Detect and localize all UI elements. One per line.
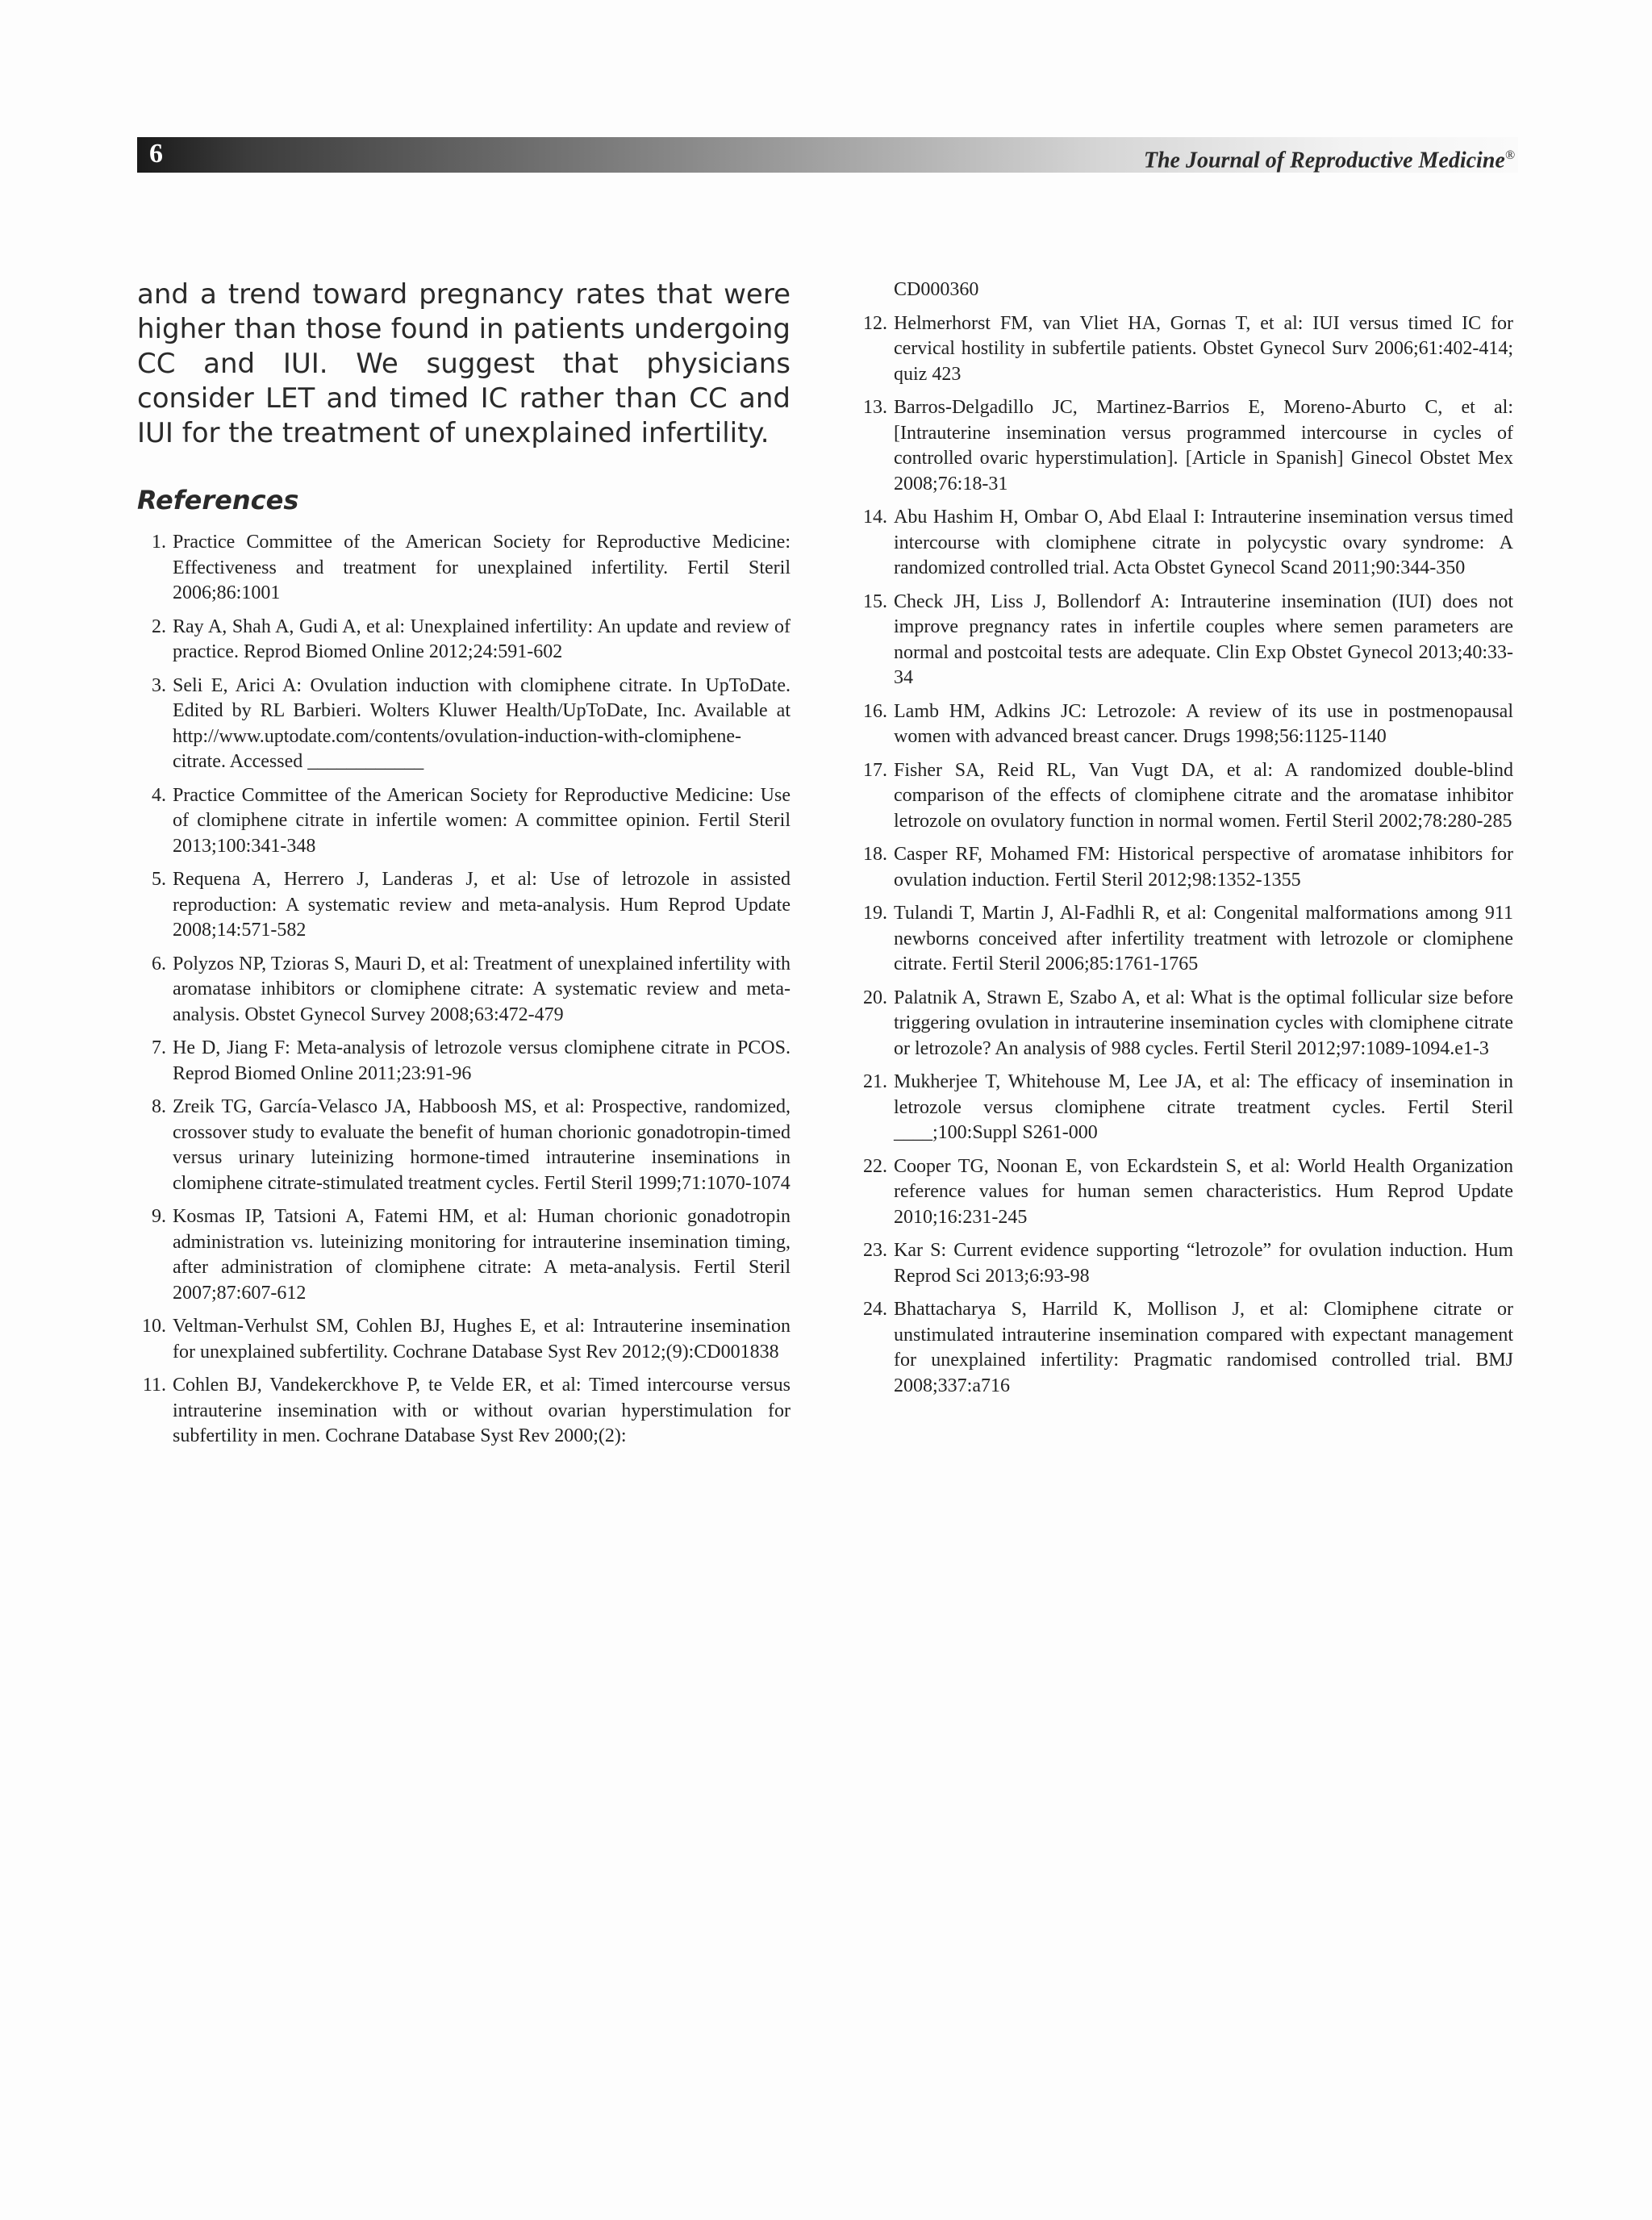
reference-number: 15. — [863, 590, 887, 612]
reference-item — [858, 1154, 1513, 1231]
reference-number: 5. — [152, 869, 166, 890]
reference-item — [137, 1036, 791, 1087]
reference-text: Practice Committee of the American Society for Reproductive Medicine: Use of clomiphene citrate in infertile women: A committee opinion. Fertil Steril 2013;100:341-348 — [173, 784, 791, 857]
reference-text: Requena A, Herrero J, Landeras J, et al: Use of letrozole in assisted reproduction: A systematic review and meta-analysis. Hum Reprod Update 2008;14:571-582 — [173, 869, 791, 941]
journal-title-text: The Journal of Reproductive Medicine — [1143, 148, 1505, 173]
reference-number: 13. — [863, 397, 887, 418]
reference-number: 12. — [863, 312, 887, 334]
reference-item — [858, 986, 1513, 1062]
journal-title — [1144, 139, 1515, 177]
reference-number: 20. — [863, 987, 887, 1008]
reference-text: Cohlen BJ, Vandekerckhove P, te Velde ER, et al: Timed intercourse versus intrauterine insemination with or without ovarian hyperstimulation for subfertility in men. Cochrane Database Syst Rev 2000;(2): — [173, 1375, 791, 1446]
right-column — [858, 278, 1513, 1407]
reference-number: 19. — [863, 903, 887, 924]
reference-item — [858, 901, 1513, 978]
reference-number: 17. — [863, 759, 887, 781]
registered-mark: ® — [1504, 148, 1515, 162]
references-heading: References — [137, 485, 299, 515]
reference-item — [137, 1314, 791, 1365]
reference-number: 4. — [152, 784, 166, 806]
reference-text: Casper RF, Mohamed FM: Historical perspective of aromatase inhibitors for ovulation induction. Fertil Steril 2012;98:1352-1355 — [894, 844, 1513, 891]
reference-item — [137, 867, 791, 944]
reference-number: 6. — [152, 953, 166, 974]
reference-number: 21. — [863, 1071, 887, 1092]
reference-text: Mukherjee T, Whitehouse M, Lee JA, et al: The efficacy of insemination in letrozole versus clomiphene citrate treatment cycles. Fertil Steril ____;100:Suppl S261-000 — [894, 1071, 1513, 1143]
reference-text: Polyzos NP, Tzioras S, Mauri D, et al: Treatment of unexplained infertility with aromatase inhibitors or clomiphene citrate: A systematic review and meta-analysis. Obstet Gynecol Survey 2008;63:472-479 — [173, 953, 791, 1025]
reference-text: Lamb HM, Adkins JC: Letrozole: A review of its use in postmenopausal women with advanced breast cancer. Drugs 1998;56:1125-1140 — [894, 700, 1513, 747]
reference-list-left — [137, 530, 791, 1450]
reference-number: 2. — [152, 616, 166, 637]
reference-text: Cooper TG, Noonan E, von Eckardstein S, et al: World Health Organization reference values for human semen characteristics. Hum Reprod Update 2010;16:231-245 — [894, 1155, 1513, 1228]
reference-number: 7. — [152, 1037, 166, 1058]
reference-continuation: CD000360 — [894, 279, 979, 300]
reference-text: Palatnik A, Strawn E, Szabo A, et al: What is the optimal follicular size before triggering ovulation in intrauterine insemination cycles with clomiphene citrate or letrozole? An analysis of 988 cycles. Fertil Steril 2012;97:1089-1094.e1-3 — [894, 987, 1513, 1059]
reference-text: Ray A, Shah A, Gudi A, et al: Unexplained infertility: An update and review of practice. Reprod Biomed Online 2012;24:591-602 — [173, 616, 791, 662]
reference-text: Practice Committee of the American Society for Reproductive Medicine: Effectiveness and treatment for unexplained infertility. Fertil Steril 2006;86:1001 — [173, 532, 791, 603]
reference-text: He D, Jiang F: Meta-analysis of letrozole versus clomiphene citrate in PCOS. Reprod Biomed Online 2011;23:91-96 — [173, 1037, 791, 1084]
reference-text: Check JH, Liss J, Bollendorf A: Intrauterine insemination (IUI) does not improve pregnancy rates in infertile couples where semen parameters are normal and postcoital tests are adequate. Clin Exp Obstet Gynecol 2013;40:33-34 — [894, 590, 1513, 688]
reference-item — [858, 699, 1513, 750]
reference-number: 10. — [142, 1316, 166, 1337]
reference-text: Kar S: Current evidence supporting “letrozole” for ovulation induction. Hum Reprod Sci 2013;6:93-98 — [894, 1240, 1513, 1287]
reference-item — [858, 590, 1513, 691]
reference-item — [858, 311, 1513, 388]
reference-number: 16. — [863, 700, 887, 722]
reference-text: Helmerhorst FM, van Vliet HA, Gornas T, et al: IUI versus timed IC for cervical hostility in subfertile patients. Obstet Gynecol Surv 2006;61:402-414; quiz 423 — [894, 312, 1513, 385]
page-number: 6 — [149, 139, 163, 169]
reference-item — [137, 1373, 791, 1450]
left-column — [137, 278, 791, 1458]
reference-item — [858, 1297, 1513, 1399]
reference-number: 8. — [152, 1096, 166, 1117]
reference-text: Seli E, Arici A: Ovulation induction with clomiphene citrate. In UpToDate. Edited by RL Barbieri. Wolters Kluwer Health/UpToDate, Inc. Available at http://www.uptodate.com/contents/ovulation-induction-with-clomiphene-citrate. Accessed ____________ — [173, 674, 791, 772]
reference-number: 23. — [863, 1240, 887, 1261]
reference-item — [858, 395, 1513, 497]
reference-text: Barros-Delgadillo JC, Martinez-Barrios E, Moreno-Aburto C, et al: [Intrauterine insemination versus programmed intercourse in cycles of controlled ovaric hyperstimulation]. [Article in Spanish] Ginecol Obstet Mex 2008;76:18-31 — [894, 397, 1513, 494]
reference-item — [858, 1238, 1513, 1289]
reference-item — [858, 758, 1513, 835]
body-paragraph: and a trend toward pregnancy rates that were higher than those found in patients undergoing CC and IUI. We suggest that physicians consider LET and timed IC rather than CC and IUI for the treatment of unexplained infertility. — [137, 278, 791, 449]
reference-item — [137, 674, 791, 775]
reference-item — [858, 842, 1513, 893]
reference-number: 3. — [152, 674, 166, 696]
reference-text: Fisher SA, Reid RL, Van Vugt DA, et al: A randomized double-blind comparison of the effects of clomiphene citrate and the aromatase inhibitor letrozole on ovulatory function in normal women. Fertil Steril 2002;78:280-285 — [894, 759, 1513, 832]
reference-text: Kosmas IP, Tatsioni A, Fatemi HM, et al: Human chorionic gonadotropin administration vs. luteinizing monitoring for intrauterine insemination timing, after administration of clomiphene citrate: A meta-analysis. Fertil Steril 2007;87:607-612 — [173, 1206, 791, 1304]
reference-number: 14. — [863, 507, 887, 528]
reference-number: 9. — [152, 1206, 166, 1227]
reference-text: Zreik TG, García-Velasco JA, Habboosh MS, et al: Prospective, randomized, crossover study to evaluate the benefit of human chorionic gonadotropin-timed versus urinary luteinizing hormone-timed intrauterine inseminations in clomiphene citrate-stimulated treatment cycles. Fertil Steril 1999;71:1070-1074 — [173, 1096, 791, 1194]
reference-item — [137, 1095, 791, 1196]
reference-text: Bhattacharya S, Harrild K, Mollison J, et al: Clomiphene citrate or unstimulated intrauterine insemination compared with expectant management for unexplained infertility: Pragmatic randomised controlled trial. BMJ 2008;337:a716 — [894, 1299, 1513, 1396]
reference-number: 22. — [863, 1155, 887, 1177]
reference-item — [137, 952, 791, 1029]
reference-item — [137, 615, 791, 666]
reference-text: Tulandi T, Martin J, Al-Fadhli R, et al: Congenital malformations among 911 newborns conceived after infertility treatment with letrozole or clomiphene citrate. Fertil Steril 2006;85:1761-1765 — [894, 903, 1513, 974]
reference-text: Veltman-Verhulst SM, Cohlen BJ, Hughes E, et al: Intrauterine insemination for unexplained subfertility. Cochrane Database Syst Rev 2012;(9):CD001838 — [173, 1316, 791, 1362]
reference-item — [137, 783, 791, 860]
reference-item — [858, 505, 1513, 582]
reference-text: Abu Hashim H, Ombar O, Abd Elaal I: Intrauterine insemination versus timed intercourse with clomiphene citrate in polycystic ovary syndrome: A randomized controlled trial. Acta Obstet Gynecol Scand 2011;90:344-350 — [894, 507, 1513, 578]
reference-item — [858, 1070, 1513, 1146]
reference-item — [137, 530, 791, 607]
reference-number: 18. — [863, 844, 887, 865]
reference-number: 11. — [142, 1375, 166, 1396]
reference-number: 1. — [152, 532, 166, 553]
reference-number: 24. — [863, 1299, 887, 1320]
reference-list-right — [858, 311, 1513, 1400]
reference-item — [137, 1204, 791, 1306]
